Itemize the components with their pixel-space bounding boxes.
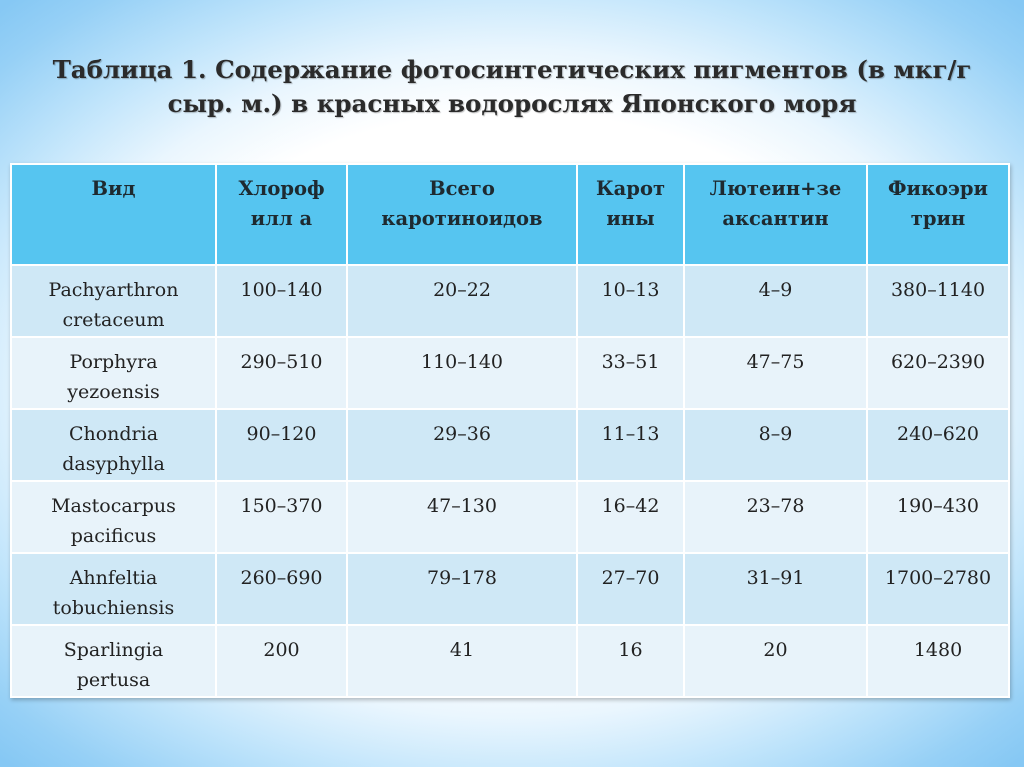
species-cell: Ahnfeltia tobuchiensis bbox=[11, 553, 216, 625]
value-cell: 29–36 bbox=[347, 409, 577, 481]
value-cell: 47–75 bbox=[684, 337, 867, 409]
value-cell: 8–9 bbox=[684, 409, 867, 481]
header-carotenes: Карот ины bbox=[577, 164, 684, 265]
value-cell: 27–70 bbox=[577, 553, 684, 625]
pigments-table-container bbox=[10, 163, 1008, 698]
value-cell: 380–1140 bbox=[867, 265, 1009, 337]
value-cell: 150–370 bbox=[216, 481, 347, 553]
value-cell: 1480 bbox=[867, 625, 1009, 697]
value-cell: 47–130 bbox=[347, 481, 577, 553]
value-cell: 20–22 bbox=[347, 265, 577, 337]
species-cell: Mastocarpus pacificus bbox=[11, 481, 216, 553]
slide-title-line-2: сыр. м.) в красных водорослях Японского моря bbox=[167, 89, 857, 118]
table-row bbox=[11, 265, 1009, 337]
species-cell: Chondria dasyphylla bbox=[11, 409, 216, 481]
value-cell: 41 bbox=[347, 625, 577, 697]
table-row bbox=[11, 409, 1009, 481]
header-total-carotenoids: Всего каротиноидов bbox=[347, 164, 577, 265]
value-cell: 33–51 bbox=[577, 337, 684, 409]
value-cell: 23–78 bbox=[684, 481, 867, 553]
value-cell: 10–13 bbox=[577, 265, 684, 337]
value-cell: 200 bbox=[216, 625, 347, 697]
value-cell: 11–13 bbox=[577, 409, 684, 481]
species-cell: Pachyarthron cretaceum bbox=[11, 265, 216, 337]
species-cell: Sparlingia pertusa bbox=[11, 625, 216, 697]
table-row bbox=[11, 337, 1009, 409]
table-row bbox=[11, 625, 1009, 697]
header-species: Вид bbox=[11, 164, 216, 265]
value-cell: 240–620 bbox=[867, 409, 1009, 481]
slide-title-line-1: Таблица 1. Содержание фотосинтетических пигментов (в мкг/г bbox=[52, 55, 972, 84]
table-row bbox=[11, 553, 1009, 625]
header-lutein-zeaxanthin: Лютеин+зе аксантин bbox=[684, 164, 867, 265]
value-cell: 16 bbox=[577, 625, 684, 697]
value-cell: 31–91 bbox=[684, 553, 867, 625]
value-cell: 90–120 bbox=[216, 409, 347, 481]
header-phycoerythrin: Фикоэри трин bbox=[867, 164, 1009, 265]
table-row bbox=[11, 481, 1009, 553]
header-chlorophyll-a: Хлороф илл а bbox=[216, 164, 347, 265]
value-cell: 260–690 bbox=[216, 553, 347, 625]
value-cell: 4–9 bbox=[684, 265, 867, 337]
value-cell: 190–430 bbox=[867, 481, 1009, 553]
value-cell: 16–42 bbox=[577, 481, 684, 553]
pigments-table bbox=[10, 163, 1010, 698]
value-cell: 1700–2780 bbox=[867, 553, 1009, 625]
value-cell: 290–510 bbox=[216, 337, 347, 409]
slide-title bbox=[0, 53, 1024, 121]
value-cell: 79–178 bbox=[347, 553, 577, 625]
value-cell: 100–140 bbox=[216, 265, 347, 337]
value-cell: 110–140 bbox=[347, 337, 577, 409]
species-cell: Porphyra yezoensis bbox=[11, 337, 216, 409]
table-header-row bbox=[11, 164, 1009, 265]
value-cell: 620–2390 bbox=[867, 337, 1009, 409]
value-cell: 20 bbox=[684, 625, 867, 697]
